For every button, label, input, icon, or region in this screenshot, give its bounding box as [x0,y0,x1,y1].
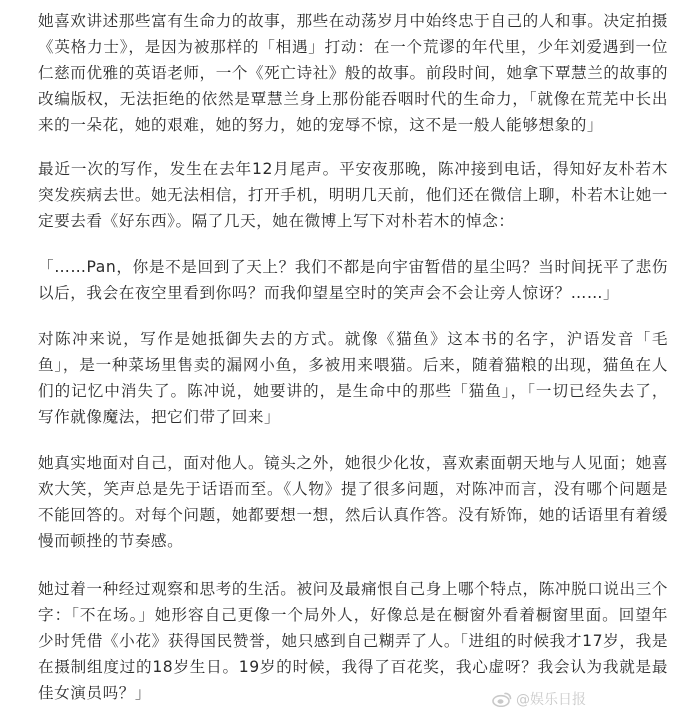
paragraph-1: 她喜欢讲述那些富有生命力的故事，那些在动荡岁月中始终忠于自己的人和事。决定拍摄《英格力士》，是因为被那样的「相遇」打动：在一个荒谬的年代里，少年刘爱遇到一位仁慈而优雅的英语老师，一个《死亡诗社》般的故事。前段时间，她拿下覃慧兰的故事的改编版权，无法拒绝的依然是覃慧兰身上那份能吞咽时代的生命力，「就像在荒芜中长出来的一朵花，她的艰难，她的努力，她的宠辱不惊，这不是一般人能够想象的」 [38,12,668,134]
watermark-text: @娱乐日报 [516,692,586,708]
paragraph-6: 她过着一种经过观察和思考的生活。被问及最痛恨自己身上哪个特点，陈冲脱口说出三个字：「不在场。」她形容自己更像一个局外人，好像总是在橱窗外看着橱窗里面。回望年少时凭借《小花》获得国民赞誉，她只感到自己糊弄了人。「进组的时候我才17岁，我是在摄制组度过的18岁生日。19岁的时候，我得了百花奖，我心虚呀？我会认为我就是最佳女演员吗？」 [38,580,668,702]
article-body [38,8,668,706]
paragraph-2: 最近一次的写作，发生在去年12月尾声。平安夜那晚，陈冲接到电话，得知好友朴若木突发疾病去世。她无法相信，打开手机，明明几天前，他们还在微信上聊，朴若木让她一定要去看《好东西》。隔了几天，她在微博上写下对朴若木的悼念： [38,160,668,230]
paragraph-4: 对陈冲来说，写作是她抵御失去的方式。就像《猫鱼》这本书的名字，沪语发音「毛鱼」，是一种菜场里售卖的漏网小鱼，多被用来喂猫。后来，随着猫粮的出现，猫鱼在人们的记忆中消失了。陈冲说，她要讲的，是生命中的那些「猫鱼」，「一切已经失去了，写作就像魔法，把它们带了回来」 [38,330,668,426]
paragraph-5: 她真实地面对自己，面对他人。镜头之外，她很少化妆，喜欢素面朝天地与人见面；她喜欢大笑，笑声总是先于话语而至。《人物》提了很多问题，对陈冲而言，没有哪个问题是不能回答的。对每个问题，她都要想一想，然后认真作答。没有矫饰，她的话语里有着缓慢而顿挫的节奏感。 [38,454,668,550]
paragraph-3-quote: 「……Pan，你是不是回到了天上？我们不都是向宇宙暂借的星尘吗？当时间抚平了悲伤以后，我会在夜空里看到你吗？而我仰望星空时的笑声会不会让旁人惊讶？……」 [38,258,668,302]
